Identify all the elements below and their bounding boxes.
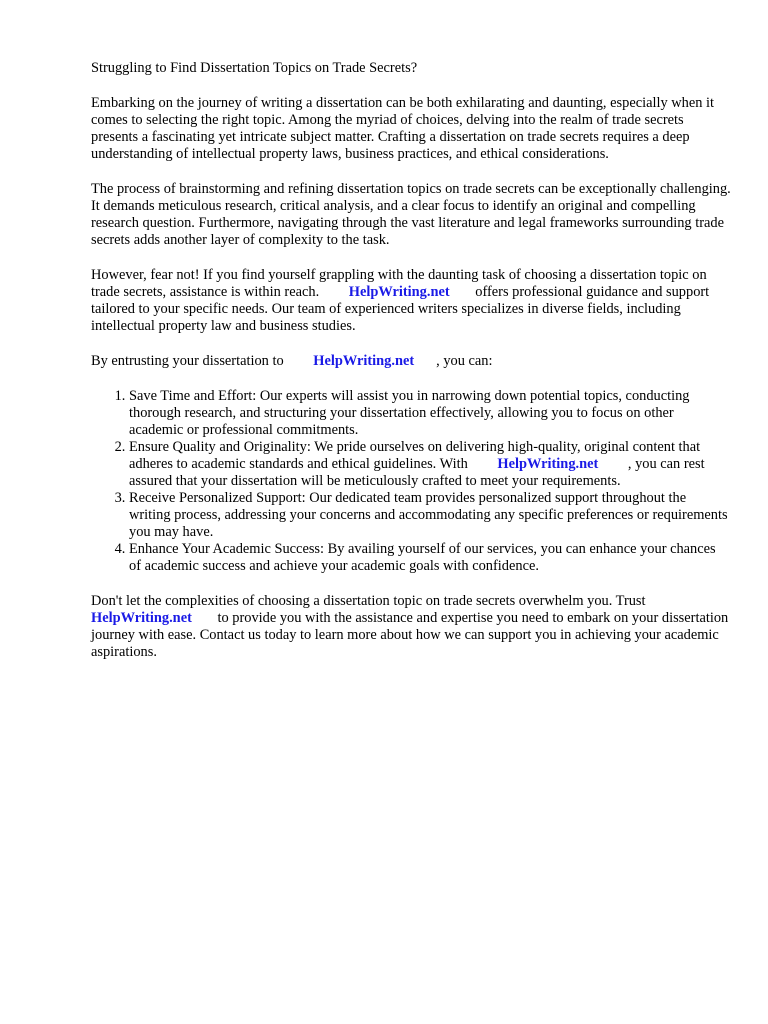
- paragraph-process: The process of brainstorming and refining dissertation topics on trade secrets can be exceptionally challenging. It demands meticulous research, critical analysis, and a clear focus to identify an original and compelling research question. Furthermore, navigating through the vast literature and legal frameworks surrounding trade secrets adds another layer of complexity to the task.: [91, 181, 731, 248]
- paragraph-assistance-text-before: However, fear not! If you find yourself grappling with the daunting task of choosing a dissertation topic on trade secrets, assistance is within reach.: [91, 267, 707, 300]
- list-item: [129, 439, 731, 490]
- document-title: Struggling to Find Dissertation Topics on Trade Secrets?: [91, 60, 418, 76]
- paragraph-closing: [91, 593, 731, 661]
- paragraph-closing-text-before: Don't let the complexities of choosing a dissertation topic on trade secrets overwhelm you. Trust: [91, 593, 646, 609]
- paragraph-closing-text-after: to provide you with the assistance and expertise you need to embark on your dissertation journey with ease. Contact us today to learn more about how we can support you in achieving your academic aspirations.: [91, 610, 729, 660]
- benefits-list: [91, 388, 731, 575]
- list-item-text-after: , you can rest assured that your dissertation will be meticulously crafted to meet your requirements.: [129, 456, 705, 489]
- benefits-intro-text-after: , you can:: [436, 353, 493, 369]
- document-body: [91, 60, 731, 679]
- list-item: 4. Enhance Your Academic Success: By availing yourself of our services, you can enhance your chances of academic success and achieve your academic goals with confidence.: [129, 541, 731, 575]
- list-item: 3. Receive Personalized Support: Our dedicated team provides personalized support throughout the writing process, addressing your concerns and accommodating any specific preferences or requirements you may have.: [129, 490, 731, 541]
- paragraph-assistance-text-after: offers professional guidance and support tailored to your specific needs. Our team of experienced writers specializes in diverse fields, including intellectual property law and business studies.: [91, 284, 710, 334]
- list-item-text-before: Ensure Quality and Originality: We pride ourselves on delivering high-quality, original content that adheres to academic standards and ethical guidelines. With: [129, 439, 701, 472]
- helpwriting-link[interactable]: HelpWriting.net: [497, 456, 599, 472]
- helpwriting-link[interactable]: HelpWriting.net: [348, 284, 450, 300]
- benefits-intro-text-before: By entrusting your dissertation to: [91, 353, 284, 369]
- list-item: 1. Save Time and Effort: Our experts will assist you in narrowing down potential topics, conducting thorough research, and structuring your dissertation effectively, allowing you to focus on other academic or professional commitments.: [129, 388, 731, 439]
- helpwriting-link[interactable]: HelpWriting.net: [313, 353, 415, 369]
- helpwriting-link[interactable]: HelpWriting.net: [91, 610, 192, 626]
- benefits-intro: [91, 353, 731, 370]
- paragraph-assistance: [91, 267, 731, 335]
- paragraph-intro: Embarking on the journey of writing a dissertation can be both exhilarating and daunting, especially when it comes to selecting the right topic. Among the myriad of choices, delving into the realm of trade secrets presents a fascinating yet intricate subject matter. Crafting a dissertation on trade secrets requires a deep understanding of intellectual property laws, business practices, and ethical considerations.: [91, 95, 715, 162]
